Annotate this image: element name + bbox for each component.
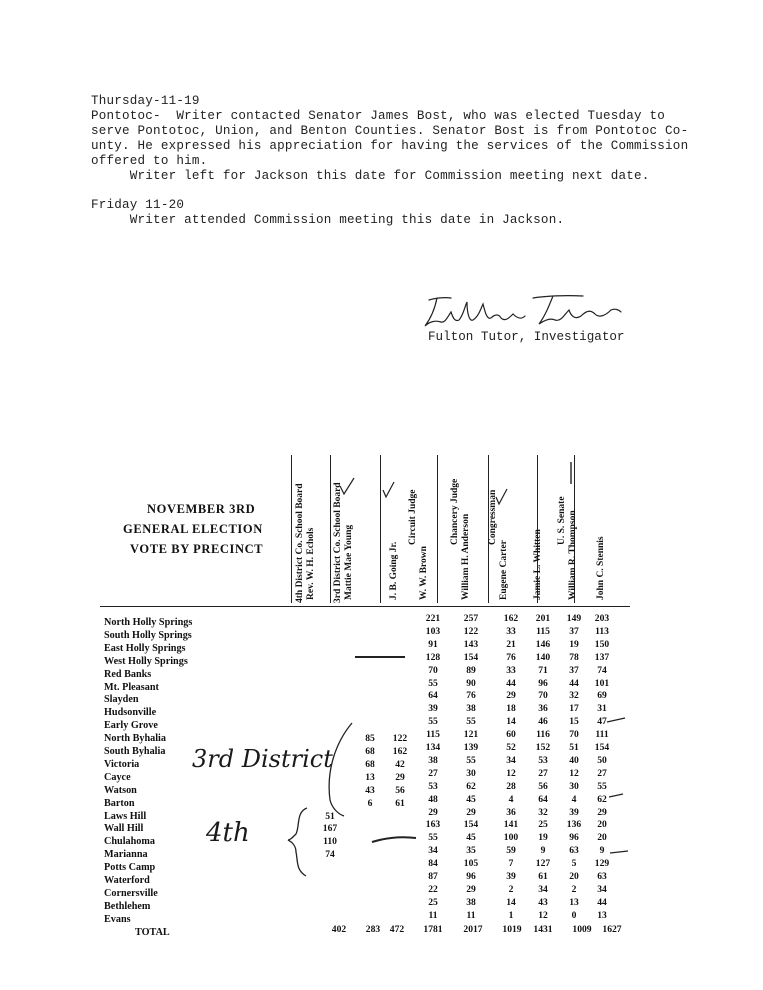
vote-count: 33 <box>506 664 516 676</box>
column-office-label: 3rd District Co. School Board <box>333 482 343 603</box>
vote-count: 68 <box>365 746 375 757</box>
vote-count: 44 <box>569 677 579 689</box>
precinct-name: West Holly Springs <box>104 655 188 667</box>
paragraph-line: offered to him. <box>91 154 208 168</box>
vote-count: 32 <box>569 690 579 702</box>
vote-count: 110 <box>323 836 337 848</box>
vote-count: 89 <box>466 664 476 676</box>
vote-count: 29 <box>395 771 405 783</box>
vote-count: 122 <box>392 733 408 745</box>
vote-count: 61 <box>538 871 548 882</box>
vote-count: 34 <box>506 754 516 766</box>
vote-count: 2 <box>571 883 577 895</box>
vote-count: 51 <box>325 810 335 822</box>
vote-count: 115 <box>426 729 440 741</box>
signature-name: Fulton Tutor, Investigator <box>428 330 625 344</box>
vote-count: 70 <box>569 729 579 741</box>
vote-count: 0 <box>571 909 577 921</box>
vote-count: 141 <box>503 819 519 831</box>
column-candidate-label: Mattie Mae Young <box>344 524 354 600</box>
vote-count: 55 <box>466 754 476 766</box>
date-line: Friday 11-20 <box>91 198 185 212</box>
vote-count: 56 <box>395 784 405 796</box>
precinct-name: Evans <box>104 913 131 925</box>
vote-count: 34 <box>428 845 438 857</box>
vote-count: 149 <box>566 613 582 624</box>
vote-count: 43 <box>365 784 375 796</box>
vote-count: 96 <box>569 832 579 844</box>
vote-count: 128 <box>425 651 441 663</box>
vote-count: 63 <box>597 871 607 882</box>
precinct-name: South Holly Springs <box>104 629 192 641</box>
vote-count: 127 <box>535 858 551 870</box>
vote-count: 152 <box>535 742 551 753</box>
vote-count: 38 <box>466 703 476 715</box>
vote-count: 30 <box>466 767 476 779</box>
vote-count: 162 <box>392 746 408 757</box>
column-candidate-label: J. B. Going Jr. <box>389 541 399 600</box>
column-candidate-label: John C. Stennis <box>596 536 606 600</box>
vote-count: 44 <box>597 896 607 908</box>
paragraph-line: unty. He expressed his appreciation for having the services of the Commission <box>91 139 689 153</box>
vote-count: 63 <box>569 845 579 857</box>
vote-count: 32 <box>538 806 548 818</box>
vote-count: 64 <box>538 793 548 805</box>
vote-count: 103 <box>425 625 441 637</box>
precinct-name: Red Banks <box>104 668 152 680</box>
vote-count: 46 <box>538 716 548 728</box>
precinct-name: Watson <box>104 784 137 796</box>
vote-count: 9 <box>540 845 546 857</box>
vote-count: 36 <box>506 806 516 818</box>
vote-count: 20 <box>597 819 607 831</box>
vote-count: 20 <box>569 871 579 882</box>
vote-count: 47 <box>597 716 607 728</box>
vote-count: 11 <box>428 909 438 921</box>
vote-count: 61 <box>395 797 405 809</box>
column-office-label: Chancery Judge <box>450 478 460 545</box>
vote-count: 62 <box>597 793 607 805</box>
vote-count: 139 <box>463 742 479 753</box>
vote-count: 29 <box>597 806 607 818</box>
vote-count: 113 <box>595 625 609 637</box>
vote-count: 35 <box>466 845 476 857</box>
vote-count: 4 <box>508 793 514 805</box>
vote-count: 12 <box>506 767 516 779</box>
precinct-name: South Byhalia <box>104 746 166 757</box>
vote-count: 14 <box>506 716 516 728</box>
vote-count: 45 <box>466 793 476 805</box>
vote-count: 27 <box>538 767 548 779</box>
vote-count: 140 <box>535 651 551 663</box>
vote-count: 150 <box>594 638 610 650</box>
vote-count: 30 <box>569 780 579 792</box>
vote-count: 37 <box>569 625 579 637</box>
vote-count: 203 <box>594 613 610 624</box>
vote-count: 12 <box>538 909 548 921</box>
vote-count: 29 <box>466 883 476 895</box>
vote-count: 68 <box>365 758 375 770</box>
precinct-name: East Holly Springs <box>104 642 186 654</box>
vote-count: 55 <box>428 677 438 689</box>
vote-count: 143 <box>463 638 479 650</box>
vote-count: 38 <box>466 896 476 908</box>
vote-count: 163 <box>425 819 441 831</box>
vote-count: 9 <box>599 845 605 857</box>
vote-count: 11 <box>466 909 476 921</box>
column-candidate-label: Jamie L. Whitten <box>533 529 543 600</box>
vote-count: 154 <box>463 651 479 663</box>
total-value: 1019 <box>502 923 522 935</box>
vote-count: 91 <box>428 638 438 650</box>
vote-count: 20 <box>597 832 607 844</box>
vote-count: 45 <box>466 832 476 844</box>
vote-count: 22 <box>428 883 438 895</box>
precinct-name: Wall Hill <box>104 823 144 835</box>
vote-count: 101 <box>594 677 610 689</box>
vote-count: 5 <box>571 858 577 870</box>
heading-line: VOTE BY PRECINCT <box>130 542 264 556</box>
vote-count: 19 <box>538 832 548 844</box>
heading-line: GENERAL ELECTION <box>123 522 263 536</box>
precinct-name: Barton <box>104 797 135 809</box>
column-office-label: Circuit Judge <box>408 489 418 545</box>
vote-count: 39 <box>428 703 438 715</box>
vote-count: 29 <box>506 690 516 702</box>
column-office-label: 4th District Co. School Board <box>295 483 305 603</box>
vote-count: 64 <box>428 690 438 702</box>
precinct-name: Hudsonville <box>104 707 157 719</box>
vote-count: 55 <box>428 716 438 728</box>
vote-count: 33 <box>506 625 516 637</box>
total-value: 1627 <box>602 923 622 935</box>
vote-count: 36 <box>538 703 548 715</box>
vote-count: 42 <box>395 758 405 770</box>
total-label: TOTAL <box>135 926 170 938</box>
vote-count: 129 <box>594 858 610 870</box>
vote-count: 27 <box>428 767 438 779</box>
column-office-label: U. S. Senate <box>557 496 567 545</box>
precinct-name: North Byhalia <box>104 733 166 745</box>
vote-count: 136 <box>566 819 582 831</box>
handwritten-note-4th: 4th <box>206 818 250 848</box>
column-candidate-label: William H. Anderson <box>461 513 471 600</box>
total-value: 1009 <box>572 923 592 935</box>
column-candidate-label: Rev. W. H. Echols <box>306 527 316 600</box>
vote-count: 74 <box>325 849 335 861</box>
vote-count: 70 <box>428 664 438 676</box>
vote-count: 100 <box>503 832 519 844</box>
precinct-name: Potts Camp <box>104 862 156 874</box>
vote-count: 146 <box>535 638 551 650</box>
precinct-name: Bethlehem <box>104 900 151 912</box>
vote-count: 21 <box>506 638 516 650</box>
vote-count: 56 <box>538 780 548 792</box>
vote-count: 60 <box>506 729 516 741</box>
vote-count: 167 <box>322 823 338 835</box>
vote-count: 70 <box>538 690 548 702</box>
precinct-name: Cornersville <box>104 887 158 899</box>
vote-count: 71 <box>538 664 548 676</box>
total-value: 1781 <box>423 923 443 935</box>
vote-count: 38 <box>428 754 438 766</box>
paragraph-line: Writer attended Commission meeting this date in Jackson. <box>91 213 565 227</box>
vote-count: 221 <box>425 613 441 624</box>
vote-count: 17 <box>569 703 579 715</box>
date-line: Thursday-11-19 <box>91 94 200 108</box>
vote-count: 13 <box>597 909 607 921</box>
vote-count: 39 <box>506 871 516 882</box>
total-value: 472 <box>389 923 405 935</box>
vote-count: 85 <box>365 733 375 745</box>
vote-count: 25 <box>538 819 548 831</box>
vote-count: 48 <box>428 793 438 805</box>
vote-count: 90 <box>466 677 476 689</box>
vote-count: 29 <box>466 806 476 818</box>
vote-count: 34 <box>538 883 548 895</box>
precinct-name: Waterford <box>104 875 150 886</box>
vote-count: 55 <box>466 716 476 728</box>
vote-count: 29 <box>428 806 438 818</box>
vote-count: 115 <box>536 625 550 637</box>
precinct-name: North Holly Springs <box>104 617 193 628</box>
vote-count: 13 <box>569 896 579 908</box>
vote-count: 6 <box>367 797 373 809</box>
vote-count: 2 <box>508 883 514 895</box>
vote-count: 134 <box>425 742 441 753</box>
vote-count: 15 <box>569 716 579 728</box>
vote-count: 201 <box>535 613 551 624</box>
vote-count: 62 <box>466 780 476 792</box>
vote-count: 55 <box>428 832 438 844</box>
vote-count: 122 <box>463 625 479 637</box>
precinct-name: Mt. Pleasant <box>104 681 159 693</box>
vote-count: 55 <box>597 780 607 792</box>
vote-count: 51 <box>569 742 579 753</box>
vote-count: 19 <box>569 638 579 650</box>
vote-count: 27 <box>597 767 607 779</box>
column-candidate-label: William R. Thompson <box>568 510 578 600</box>
vote-count: 43 <box>538 896 548 908</box>
vote-count: 84 <box>428 858 438 870</box>
precinct-name: Cayce <box>104 771 131 783</box>
vote-count: 40 <box>569 754 579 766</box>
vote-count: 162 <box>503 613 519 624</box>
vote-count: 137 <box>594 651 610 663</box>
vote-count: 76 <box>506 651 516 663</box>
vote-count: 52 <box>506 742 516 753</box>
vote-count: 37 <box>569 664 579 676</box>
vote-count: 69 <box>597 690 607 702</box>
total-value: 283 <box>365 923 381 935</box>
vote-count: 116 <box>536 729 550 741</box>
handwritten-note-3rd-district: 3rd District <box>192 745 333 773</box>
precinct-name: Slayden <box>104 694 139 706</box>
vote-count: 96 <box>538 677 548 689</box>
vote-count: 12 <box>569 767 579 779</box>
vote-count: 4 <box>571 793 577 805</box>
vote-count: 96 <box>466 871 476 882</box>
vote-count: 34 <box>597 883 607 895</box>
vote-count: 13 <box>365 771 375 783</box>
vote-count: 44 <box>506 677 516 689</box>
precinct-name: Early Grove <box>104 720 158 732</box>
vote-count: 87 <box>428 871 438 882</box>
vote-count: 14 <box>506 896 516 908</box>
vote-count: 105 <box>463 858 479 870</box>
vote-count: 154 <box>594 742 610 753</box>
heading-line: NOVEMBER 3RD <box>147 502 256 516</box>
column-office-label: Congressman <box>488 489 498 545</box>
vote-count: 154 <box>463 819 479 831</box>
vote-count: 25 <box>428 896 438 908</box>
vote-count: 31 <box>597 703 607 715</box>
vote-count: 39 <box>569 806 579 818</box>
paragraph-line: Writer left for Jackson this date for Commission meeting next date. <box>91 169 650 183</box>
paragraph-line: serve Pontotoc, Union, and Benton Counties. Senator Bost is from Pontotoc Co- <box>91 124 689 138</box>
vote-count: 76 <box>466 690 476 702</box>
vote-count: 18 <box>506 703 516 715</box>
paragraph-line: Pontotoc- Writer contacted Senator James Bost, who was elected Tuesday to <box>91 109 666 123</box>
precinct-name: Marianna <box>104 849 148 861</box>
vote-count: 78 <box>569 651 579 663</box>
vote-count: 257 <box>463 613 479 624</box>
precinct-name: Laws Hill <box>104 810 147 822</box>
vote-count: 74 <box>597 664 607 676</box>
vote-count: 1 <box>508 909 514 921</box>
vote-count: 121 <box>463 729 479 741</box>
vote-count: 53 <box>428 780 438 792</box>
total-value: 1431 <box>533 923 553 935</box>
total-value: 2017 <box>463 923 483 935</box>
total-value: 402 <box>331 923 347 935</box>
precinct-name: Chulahoma <box>104 836 155 848</box>
column-candidate-label: Eugene Carter <box>499 540 509 600</box>
column-candidate-label: W. W. Brown <box>419 546 429 600</box>
vote-count: 53 <box>538 754 548 766</box>
vote-count: 50 <box>597 754 607 766</box>
vote-count: 7 <box>508 858 514 870</box>
precinct-name: Victoria <box>104 758 140 770</box>
vote-count: 28 <box>506 780 516 792</box>
vote-count: 111 <box>595 729 609 741</box>
vote-count: 59 <box>506 845 516 857</box>
